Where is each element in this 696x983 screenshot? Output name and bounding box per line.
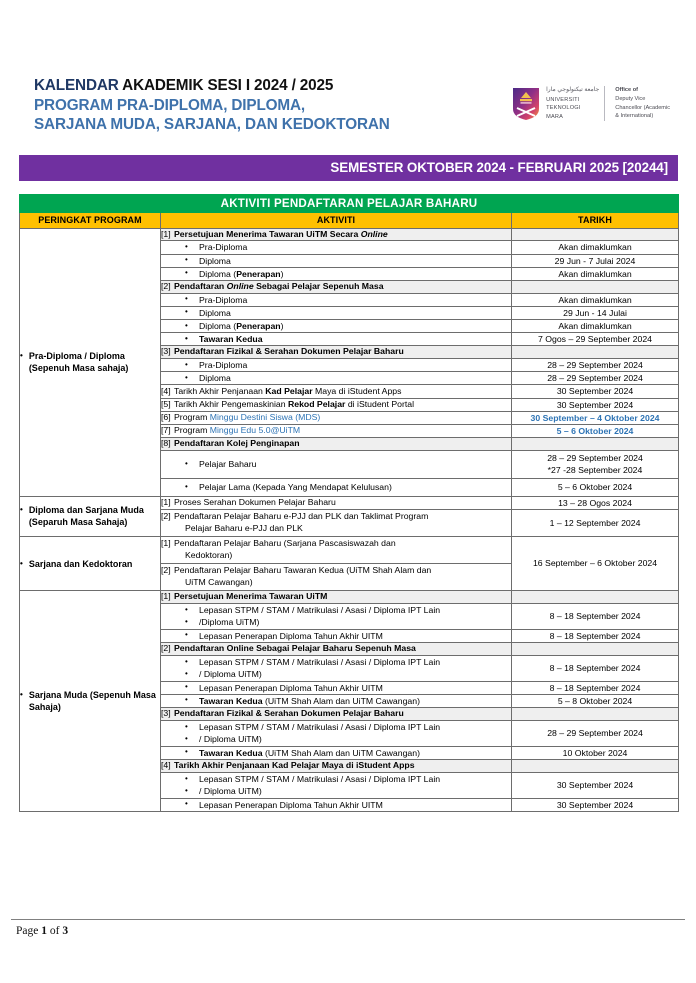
- page-current: 1: [41, 925, 47, 937]
- date-cell: 8 – 18 September 2024: [512, 655, 679, 681]
- activity-number: [2]: [161, 565, 171, 576]
- date-cell: 28 – 29 September 2024: [512, 720, 679, 746]
- activity-cell: [161, 694, 512, 707]
- activity-cell: [161, 655, 512, 681]
- activity-cell: [161, 398, 512, 411]
- date-cell: 10 Oktober 2024: [512, 746, 679, 759]
- table-row: [20, 537, 679, 564]
- activity-number: [2]: [161, 511, 171, 522]
- bullet-icon: •: [20, 351, 23, 361]
- title-line-1: [34, 76, 390, 96]
- uitm-wordmark: [546, 86, 605, 121]
- date-cell: 8 – 18 September 2024: [512, 629, 679, 642]
- table-band-row: [20, 194, 679, 212]
- bullet-icon: •: [20, 689, 23, 699]
- date-cell: Akan dimaklumkan: [512, 241, 679, 254]
- activity-cell: [161, 537, 512, 564]
- activity-text: Pendaftaran Online Sebagai Pelajar Baharu Sepenuh Masa: [174, 642, 416, 653]
- activity-cell: [161, 603, 512, 629]
- semester-banner: SEMESTER OKTOBER 2024 - FEBRUARI 2025 [20244]: [19, 155, 678, 181]
- activity-cell: [161, 254, 512, 267]
- title-block: [34, 76, 390, 135]
- date-cell: 5 – 6 Oktober 2024: [512, 478, 679, 496]
- activity-cell: [161, 385, 512, 398]
- activity-text-line2: • / Diploma UiTM): [161, 733, 511, 745]
- activity-text: Diploma (: [199, 321, 237, 332]
- date-cell: 30 September 2024: [512, 398, 679, 411]
- date-cell: [512, 759, 679, 772]
- office-line-2: Deputy Vice: [615, 95, 646, 102]
- date-cell: 16 September – 6 Oktober 2024: [512, 537, 679, 591]
- uitm-name-line-2: TEKNOLOGI: [546, 105, 581, 112]
- activity-text-post: (UiTM Shah Alam dan UiTM Cawangan): [262, 695, 420, 706]
- activity-text: • Lepasan Penerapan Diploma Tahun Akhir UITM: [161, 630, 511, 642]
- activity-text-bold: Tawaran Kedua: [199, 695, 263, 706]
- date-cell: 30 September 2024: [512, 385, 679, 398]
- date-cell: [512, 708, 679, 721]
- activity-cell: [161, 772, 512, 798]
- date-cell: 8 – 18 September 2024: [512, 603, 679, 629]
- activity-cell: [161, 359, 512, 372]
- activity-text: Pendaftaran Kolej Penginapan: [174, 438, 300, 449]
- program-cell-pra-diploma: [20, 228, 161, 496]
- activity-text: • Diploma: [161, 307, 511, 319]
- activity-text-line2: UiTM Cawangan): [185, 577, 253, 588]
- activity-text-bold: Tawaran Kedua: [199, 747, 263, 758]
- academic-calendar-table: [19, 194, 679, 812]
- title-line-2: PROGRAM PRA-DIPLOMA, DIPLOMA,: [34, 96, 305, 114]
- date-cell: 13 – 28 Ogos 2024: [512, 496, 679, 509]
- activity-text: Persetujuan Menerima Tawaran UiTM: [174, 591, 328, 602]
- activity-text: • Pra-Diploma: [161, 241, 511, 253]
- activity-text-bold: Kad Pelajar: [265, 385, 313, 396]
- activity-text: • Pelajar Baharu: [161, 458, 511, 470]
- activity-cell: [161, 346, 512, 359]
- table-row: [20, 591, 679, 604]
- activity-text-highlight: Minggu Destini Siswa (MDS): [209, 412, 321, 423]
- activity-cell: [161, 591, 512, 604]
- office-subtitle: [610, 86, 670, 121]
- activity-cell: [161, 564, 512, 591]
- date-cell: Akan dimaklumkan: [512, 267, 679, 280]
- activity-text: • Diploma: [161, 255, 511, 267]
- activity-cell: [161, 496, 512, 509]
- activity-cell: [161, 450, 512, 478]
- date-cell: [512, 591, 679, 604]
- date-cell: 29 Jun - 7 Julai 2024: [512, 254, 679, 267]
- activity-text-post: (UiTM Shah Alam dan UiTM Cawangan): [262, 747, 420, 758]
- date-cell: 1 – 12 September 2024: [512, 510, 679, 537]
- uitm-name-line-3: MARA: [546, 113, 564, 120]
- date-cell: 28 – 29 September 2024: [512, 372, 679, 385]
- program-label: Sarjana dan Kedoktoran: [28, 558, 133, 569]
- activity-text: Proses Serahan Dokumen Pelajar Baharu: [174, 497, 336, 508]
- page-label-pre: Page: [16, 925, 42, 937]
- date-cell: [512, 346, 679, 359]
- activity-number: [2]: [161, 642, 171, 653]
- column-header-program: PERINGKAT PROGRAM: [20, 212, 161, 228]
- activity-text: Tarikh Akhir Penjanaan Kad Pelajar Maya di iStudent Apps: [174, 759, 415, 770]
- activity-number: [3]: [161, 346, 171, 357]
- activity-text-bold: Penerapan: [236, 321, 281, 332]
- activity-text-post: Sebagai Pelajar Sepenuh Masa: [253, 280, 384, 291]
- activity-number: [3]: [161, 708, 171, 719]
- activity-text-line2: Pelajar Baharu e-PJJ dan PLK: [185, 523, 303, 534]
- activity-number: [6]: [161, 412, 171, 423]
- activity-cell: [161, 629, 512, 642]
- activity-number: [4]: [161, 759, 171, 770]
- activity-text: Program: [174, 425, 210, 436]
- activity-cell: [161, 720, 512, 746]
- activity-text-italic: Online: [226, 280, 254, 291]
- date-cell: [512, 438, 679, 451]
- date-cell: [512, 642, 679, 655]
- activity-text: • Lepasan STPM / STAM / Matrikulasi / Asasi / Diploma IPT Lain: [161, 604, 511, 616]
- band-title: AKTIVITI PENDAFTARAN PELAJAR BAHARU: [20, 194, 679, 212]
- date-cell: 29 Jun - 14 Julai: [512, 306, 679, 319]
- activity-cell: [161, 280, 512, 293]
- activity-number: [1]: [161, 538, 171, 549]
- activity-text-post: Maya di iStudent Apps: [312, 385, 402, 396]
- title-line-1-lead: KALENDAR: [34, 77, 123, 94]
- activity-cell: [161, 746, 512, 759]
- activity-number: [4]: [161, 385, 171, 396]
- activity-cell: [161, 228, 512, 241]
- date-cell: Akan dimaklumkan: [512, 293, 679, 306]
- date-cell: 30 September – 4 Oktober 2024: [512, 411, 679, 424]
- activity-text: • Lepasan STPM / STAM / Matrikulasi / Asasi / Diploma IPT Lain: [161, 656, 511, 668]
- date-cell: 7 Ogos – 29 September 2024: [512, 333, 679, 346]
- column-header-activity: AKTIVITI: [161, 212, 512, 228]
- activity-text: • Lepasan STPM / STAM / Matrikulasi / Asasi / Diploma IPT Lain: [161, 721, 511, 733]
- activity-cell: [161, 306, 512, 319]
- activity-text-post: ): [280, 321, 284, 332]
- activity-text-line2: • / Diploma UiTM): [161, 668, 511, 680]
- column-header-date: TARIKH: [512, 212, 679, 228]
- activity-text-line2: • / Diploma UiTM): [161, 785, 511, 797]
- activity-cell: [161, 759, 512, 772]
- activity-text: • Pelajar Lama (Kepada Yang Mendapat Kelulusan): [161, 481, 511, 493]
- activity-cell: [161, 798, 512, 811]
- activity-text: • Pra-Diploma: [161, 294, 511, 306]
- page-total: 3: [62, 925, 69, 937]
- table-column-header-row: [20, 212, 679, 228]
- activity-text-italic: Online: [360, 228, 388, 239]
- bullet-icon: •: [20, 558, 23, 568]
- activity-number: [8]: [161, 438, 171, 449]
- activity-cell: [161, 681, 512, 694]
- program-cell-diploma-sarjana-muda: [20, 496, 161, 536]
- date-cell: 8 – 18 September 2024: [512, 681, 679, 694]
- activity-text-line2: • /Diploma UiTM): [161, 616, 511, 628]
- uitm-crest-icon: [511, 87, 541, 121]
- activity-cell: [161, 478, 512, 496]
- program-cell-sarjana-muda: [20, 591, 161, 812]
- title-line-3: SARJANA MUDA, SARJANA, DAN KEDOKTORAN: [34, 116, 390, 134]
- activity-cell: [161, 708, 512, 721]
- activity-text-bold: Penerapan: [236, 268, 281, 279]
- office-line-1: Office of: [615, 87, 638, 94]
- activity-text-line2: Kedoktoran): [185, 550, 233, 561]
- activity-text: • Lepasan Penerapan Diploma Tahun Akhir UITM: [161, 799, 511, 811]
- page-number: [16, 925, 68, 937]
- activity-text: Pendaftaran Pelajar Baharu Tawaran Kedua (UiTM Shah Alam dan: [174, 565, 432, 576]
- activity-number: [5]: [161, 398, 171, 409]
- activity-number: [7]: [161, 425, 171, 436]
- activity-text: Tarikh Akhir Penjanaan: [174, 385, 266, 396]
- office-line-3: Chancellor (Academic: [615, 104, 670, 111]
- date-cell: [512, 280, 679, 293]
- date-cell: 30 September 2024: [512, 798, 679, 811]
- activity-cell: [161, 642, 512, 655]
- activity-text-bold: Rekod Pelajar: [287, 398, 346, 409]
- activity-cell: [161, 411, 512, 424]
- title-line-1-rest: AKADEMIK SESI I 2024 / 2025: [122, 77, 334, 94]
- activity-text: • Lepasan STPM / STAM / Matrikulasi / Asasi / Diploma IPT Lain: [161, 773, 511, 785]
- activity-number: [1]: [161, 497, 171, 508]
- date-cell: Akan dimaklumkan: [512, 320, 679, 333]
- table-row: [20, 228, 679, 241]
- date-cell: 5 – 8 Oktober 2024: [512, 694, 679, 707]
- activity-cell: [161, 320, 512, 333]
- activity-text: Persetujuan Menerima Tawaran UiTM Secara: [174, 228, 361, 239]
- activity-cell: [161, 438, 512, 451]
- activity-text: Tarikh Akhir Pengemaskinian: [174, 398, 288, 409]
- activity-number: [1]: [161, 228, 171, 239]
- activity-text: • Pra-Diploma: [161, 359, 511, 371]
- date-line-2: *27 -28 September 2024: [547, 465, 643, 476]
- page-label-mid: of: [46, 925, 63, 937]
- date-cell: 28 – 29 September 2024: [512, 359, 679, 372]
- activity-text-highlight: Minggu Edu 5.0@UiTM: [209, 425, 301, 436]
- program-cell-sarjana-kedoktoran: [20, 537, 161, 591]
- date-cell: 5 – 6 Oktober 2024: [512, 425, 679, 438]
- activity-text: Pendaftaran Pelajar Baharu e-PJJ dan PLK dan Taklimat Program: [174, 511, 429, 522]
- activity-text: Diploma (: [199, 268, 237, 279]
- date-cell: [512, 228, 679, 241]
- activity-number: [1]: [161, 591, 171, 602]
- program-label: Diploma dan Sarjana Muda (Separuh Masa Sahaja): [28, 505, 144, 528]
- activity-cell: [161, 372, 512, 385]
- bullet-icon: •: [20, 505, 23, 515]
- uitm-logo-lockup: [511, 86, 670, 121]
- uitm-name-line-1: UNIVERSITI: [546, 97, 580, 103]
- program-label: Sarjana Muda (Sepenuh Masa Sahaja): [28, 689, 156, 712]
- activity-text: Pendaftaran Pelajar Baharu (Sarjana Pascasiswazah dan: [174, 538, 396, 549]
- activity-text-post: ): [280, 268, 284, 279]
- activity-cell: [161, 510, 512, 537]
- activity-cell: [161, 333, 512, 346]
- table-row: [20, 496, 679, 509]
- activity-cell: [161, 425, 512, 438]
- activity-cell: [161, 267, 512, 280]
- activity-number: [2]: [161, 280, 171, 291]
- activity-cell: [161, 241, 512, 254]
- activity-text: Pendaftaran Fizikal & Serahan Dokumen Pelajar Baharu: [174, 346, 404, 357]
- footer-divider: [11, 919, 685, 920]
- activity-text-bold: • Tawaran Kedua: [161, 333, 511, 345]
- date-line-1: 28 – 29 September 2024: [547, 453, 643, 464]
- office-line-4: & International): [615, 113, 654, 120]
- date-cell: [512, 450, 679, 478]
- activity-text: Pendaftaran Fizikal & Serahan Dokumen Pelajar Baharu: [174, 708, 404, 719]
- activity-text: Program: [174, 412, 210, 423]
- document-header: [0, 0, 696, 135]
- program-label: Pra-Diploma / Diploma (Sepenuh Masa sahaja): [28, 351, 129, 374]
- activity-text: • Diploma: [161, 372, 511, 384]
- date-cell: 30 September 2024: [512, 772, 679, 798]
- activity-cell: [161, 293, 512, 306]
- activity-text-post: di iStudent Portal: [345, 398, 415, 409]
- activity-text: Pendaftaran: [174, 280, 227, 291]
- uitm-jawi-script: جامعة تيكنولوجي مارا: [546, 87, 600, 93]
- activity-text: • Lepasan Penerapan Diploma Tahun Akhir UITM: [161, 682, 511, 694]
